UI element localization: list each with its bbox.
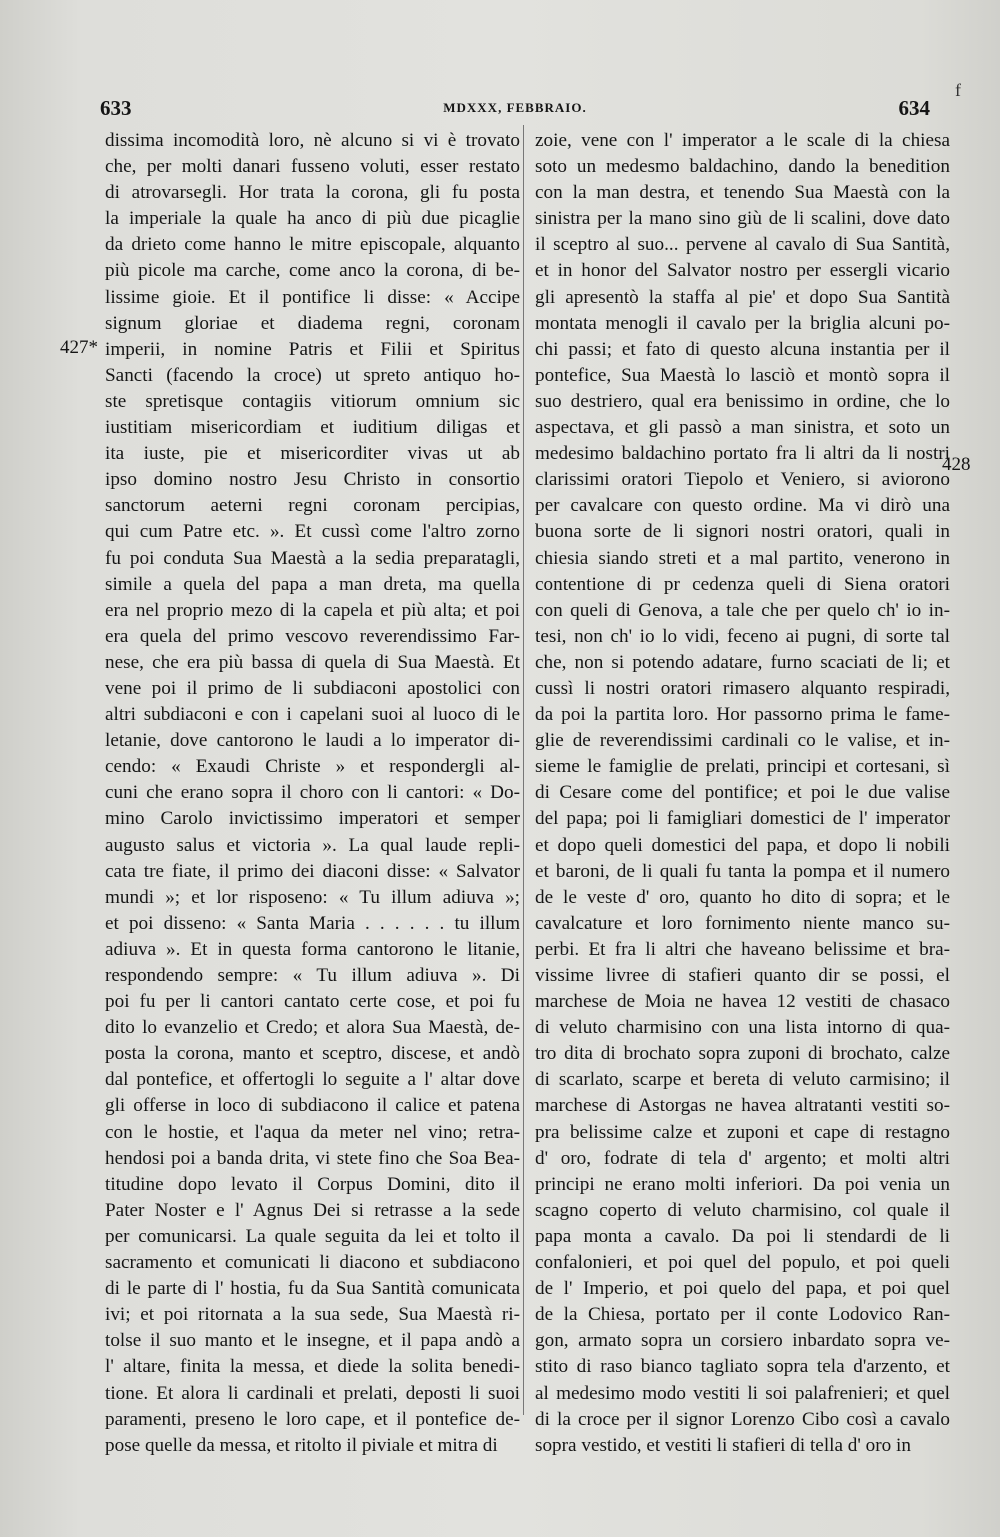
text-line: cussì li nostri oratori rimasero alquanto respiradi, [535,677,950,699]
text-line: che, per molti danari fusseno voluti, esser restato [105,156,520,178]
text-line: vissime livree di stafieri quanto dir se possi, el [535,965,950,986]
text-line: et poi disseno: « Santa Maria . . . . . . tu illum [105,912,520,934]
text-line: buona sorte de li signori nostri oratori, quali in [535,521,950,543]
text-line: dissima incomodità loro, nè alcuno si vi è trovato [105,130,520,151]
text-line: di scarlato, scarpe et bereta di veluto carmisino; il [535,1069,950,1091]
page-header [100,96,930,118]
text-line: con la man destra, et tenendo Sua Maestà con la [535,182,950,204]
text-line: ste spretisque contagiis vitiorum omnium sic [105,390,520,412]
text-line: titudine dopo levato il Corpus Domini, dito il [105,1173,520,1195]
text-line: del papa; poi li famigliari domestici de l' imperator [535,808,950,830]
text-line: et baroni, de li quali fu tanta la pompa et il numero [535,860,950,882]
text-line: chiesia siando streti et a mal partito, venerono in [535,547,950,569]
text-line: da poi la partita loro. Hor passorno prima le fame- [535,704,950,726]
text-line: cendo: « Exaudi Christe » et respondergli al- [105,756,520,778]
text-line: sacramento et comunicati li diacono et subdiacono [105,1252,520,1274]
text-line: da drieto come hanno le mitre episcopale, alquanto [105,234,520,256]
running-title: MDXXX, FEBBRAIO. [443,100,587,115]
text-line: signum gloriae et diadema regni, coronam [105,312,520,334]
text-line: clarissimi oratori Tiepolo et Veniero, si aviorono [535,469,950,491]
text-line: respondendo sempre: « Tu illum adiuva ». Di [105,965,520,986]
text-line: cuni che erano sopra il choro con li cantori: « Do- [105,782,520,804]
text-line: nese, che era più bassa di quela di Sua Maestà. Et [105,651,520,673]
text-line: sanctorum aeterni regni coronam percipias, [105,495,520,517]
text-line: hendosi poi a banda drita, vi stete fino che Soa Bea- [105,1147,520,1169]
margin-number-left: 427* [60,337,98,358]
text-line: de la Chiesa, portato per il conte Lodovico Ran- [535,1304,950,1326]
page-number-right: 634 [898,96,930,120]
text-line: perbi. Et fra li altri che haveano belissime et bra- [535,938,950,960]
text-line: Sancti (facendo la croce) ut spreto antiquo ho- [105,364,520,386]
text-line: pontefice, Sua Maestà lo lasciò et montò sopra il [535,364,950,386]
text-line: adiuva ». Et in questa forma cantorono le litanie, [105,938,520,960]
text-line: soto un medesmo baldachino, dando la benedition [535,156,950,178]
text-line: letanie, dove cantorono le laudi a lo imperator di- [105,730,520,752]
text-line: dito lo evanzelio et Credo; et alora Sua Maestà, de- [105,1017,520,1039]
text-line: gli offerse in loco di subdiacono il calice et patena [105,1095,520,1117]
text-line: vene poi il primo de li subdiaconi apostolici con [105,677,520,699]
text-line: di veluto charmisino con una lista intorno di qua- [535,1017,950,1039]
text-line: chi passi; et fato di questo alcuna instantia per il [535,338,950,360]
text-line: posta la corona, manto et sceptro, discese, et andò [105,1043,520,1065]
text-line: pra belissime calze et zuponi et cape di restagno [535,1121,950,1143]
text-line: suo destriero, qual era benissimo in ordine, che lo [535,390,950,412]
text-line: tolse il suo manto et le insegne, et il papa andò a [105,1330,520,1352]
text-line: poi fu per li cantori cantato certe cose, et poi fu [105,991,520,1013]
text-line: contentione di pr cedenza queli di Siena oratori [535,573,950,595]
text-line: mino Carolo invictissimo imperatori et semper [105,808,520,830]
text-line: dal pontefice, et offertogli lo seguite a l' altar dove [105,1069,520,1091]
text-line: di atrovarsegli. Hor trata la corona, gli fu posta [105,182,520,204]
text-line: con le hostie, et l'aqua da meter nel vino; retra- [105,1121,520,1143]
text-line: de l' Imperio, et poi quelo del papa, et poi quel [535,1278,950,1300]
column-divider [523,125,524,1415]
text-line: marchese di Astorgas ne havea altratanti vestiti so- [535,1095,950,1117]
text-line: augusto salus et victoria ». La qual laude repli- [105,834,520,856]
text-line: l' altare, finita la messa, et diede la solita benedi- [105,1356,520,1378]
text-line: ita iuste, pie et misericorditer vivas ut ab [105,443,520,465]
text-line: lissime gioie. Et il pontifice li disse: « Accipe [105,286,520,308]
text-line: ipso domino nostro Jesu Christo in consortio [105,469,520,491]
text-line: di la croce per il signor Lorenzo Cibo così a cavalo [535,1408,950,1430]
text-line: per cavalcare con questo ordine. Ma vi dirò una [535,495,950,517]
text-line: de le veste d' oro, quanto ho dito di sopra; et le [535,886,950,908]
text-line: et dopo queli domestici del papa, et dopo li nobili [535,834,950,856]
text-line: stito di raso bianco tagliato sopra tela d'arzento, et [535,1356,950,1378]
text-line: al medesimo modo vestiti li soi palafrenieri; et quel [535,1382,950,1404]
text-line: qui cum Patre etc. ». Et cussì come l'altro zorno [105,521,520,543]
text-line: et in honor del Salvator nostro per essergli vicario [535,260,950,282]
text-line: zoie, vene con l' imperator a le scale di la chiesa [535,130,950,151]
text-line: principi ne erano molti inferiori. Da poi venia un [535,1173,950,1195]
text-line: scagno coperto di veluto charmisino, col quale il [535,1199,950,1221]
text-line: d' oro, fodrate di tela d' argento; et molti altri [535,1147,950,1169]
right-text-column [535,128,950,1459]
text-line: per comunicarsi. La quale seguita da lei et tolto il [105,1225,520,1247]
left-text-column [105,128,520,1459]
text-line: Pater Noster e l' Agnus Dei si retrasse a la sede [105,1199,520,1221]
text-line: gon, armato sopra un corsiero inbardato sopra ve- [535,1330,950,1352]
text-line: la imperiale la quale ha anco di più due picaglie [105,208,520,230]
text-line: tione. Et alora li cardinali et prelati, deposti li suoi [105,1382,520,1404]
text-line: marchese de Moia ne havea 12 vestiti de chasaco [535,991,950,1013]
text-line: fu poi conduta Sua Maestà a la sedia preparatagli, [105,547,520,569]
text-line: cavalcature et loro fornimento niente manco su- [535,912,950,934]
text-line: aspectava, et gli passò a man sinistra, et soto un [535,417,950,439]
text-line: montata menogli il cavalo per la briglia alcuni po- [535,312,950,334]
text-line: ivi; et poi ritornata a la sua sede, Sua Maestà ri- [105,1304,520,1326]
text-line: il sceptro al suo... pervene al cavalo di Sua Santità, [535,234,950,256]
text-line: sieme le famiglie de prelati, principi et cortesani, sì [535,756,950,778]
text-line: era quela del primo vescovo reverendissimo Far- [105,625,520,647]
text-line: tesi, non ch' io lo vidi, feceno ai pugni, di sorte tal [535,625,950,647]
text-line: altri subdiaconi e con i capelani suoi al luoco di le [105,704,520,726]
text-line: papa monta a cavalo. Da poi li stendardi de li [535,1225,950,1247]
page-number-left: 633 [100,96,132,120]
text-line: più picole ma carche, come anco la corona, di be- [105,260,520,282]
margin-number-right: 428 [942,454,971,475]
margin-mark: f [955,80,961,100]
text-line: medesimo baldachino portato fra li altri da li nostri [535,443,950,465]
text-line: mundi »; et lor risposeno: « Tu illum adiuva »; [105,886,520,908]
text-line: gli apresentò la staffa al pie' et dopo Sua Santità [535,286,950,308]
text-line: che, non si potendo adatare, furno scaciati de li; et [535,651,950,673]
text-line: era nel proprio mezo di la capela et più alta; et poi [105,599,520,621]
text-line: cata tre fiate, il primo dei diaconi disse: « Salvator [105,860,520,882]
text-line: di Cesare come del pontifice; et poi le due valise [535,782,950,804]
text-line: confalonieri, et poi quel del populo, et poi queli [535,1252,950,1274]
text-line: imperii, in nomine Patris et Filii et Spiritus [105,338,520,360]
text-line: simile a quela del papa a man dreta, ma quella [105,573,520,595]
text-line: tro dita di brochato sopra zuponi di brochato, calze [535,1043,950,1065]
text-line: sopra vestido, et vestiti li stafieri di tella d' oro in [535,1434,911,1456]
text-line: con queli di Genova, a tale che per quelo ch' io in- [535,599,950,621]
text-line: pose quelle da messa, et ritolto il piviale et mitra di [105,1434,498,1456]
text-line: paramenti, preseno le loro cape, et il pontefice de- [105,1408,520,1430]
text-line: di le parte di l' hostia, fu da Sua Santità comunicata [105,1278,520,1300]
text-line: iustitiam misericordiam et iuditium diligas et [105,417,520,439]
text-line: glie de reverendissimi cardinali co le valise, et in- [535,730,950,752]
text-line: sinistra per la mano sino giù de li scalini, dove dato [535,208,950,230]
